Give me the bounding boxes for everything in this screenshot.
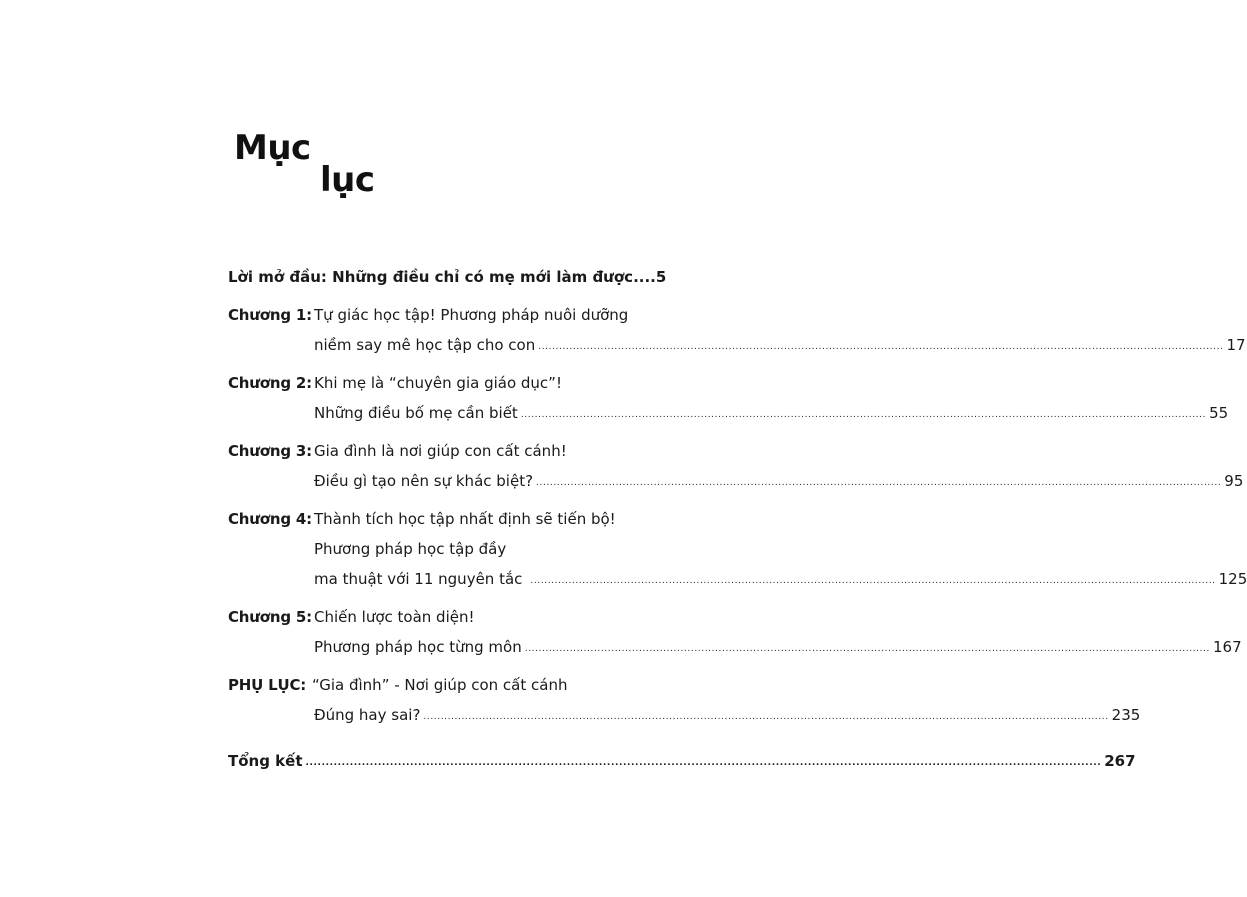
- chapter-page: 95: [1224, 472, 1244, 490]
- chapter-title-line: ma thuật với 11 nguyên tắc: [314, 570, 523, 588]
- chapter-title-line: Điều gì tạo nên sự khác biệt?: [314, 472, 534, 490]
- leader-dots: [538, 332, 1223, 362]
- appendix-title-line: Đúng hay sai?: [314, 706, 421, 724]
- appendix-page: 235: [1111, 706, 1141, 724]
- chapter-title-line: Tự giác học tập! Phương pháp nuôi dưỡng: [314, 306, 629, 324]
- chapter-title-line: Chiến lược toàn diện!: [314, 608, 475, 626]
- toc-entry-intro[interactable]: [228, 262, 667, 292]
- chapter-page: 55: [1209, 404, 1229, 422]
- chapter-page: 125: [1218, 570, 1247, 588]
- chapter-title-line: Gia đình là nơi giúp con cất cánh!: [314, 442, 567, 460]
- summary-page: 267: [1104, 752, 1136, 770]
- chapter-page: 167: [1212, 638, 1242, 656]
- toc-entry-chapter-3[interactable]: [228, 436, 1244, 496]
- summary-title: Tổng kết: [228, 752, 303, 770]
- toc-entry-page: 5: [655, 268, 667, 286]
- chapter-label: Chương 5:: [228, 608, 312, 626]
- leader-dots: [521, 400, 1206, 430]
- chapter-label: Chương 1:: [228, 306, 312, 324]
- toc-entry-summary[interactable]: [228, 746, 1136, 776]
- chapter-page: 17: [1226, 336, 1246, 354]
- toc-entry-chapter-5[interactable]: [228, 602, 1242, 662]
- chapter-label: Chương 3:: [228, 442, 312, 460]
- chapter-title-line: niềm say mê học tập cho con: [314, 336, 536, 354]
- toc-entry-dots: ....: [633, 268, 656, 286]
- toc-entry-chapter-1[interactable]: [228, 300, 1246, 360]
- appendix-label: PHỤ LỤC:: [228, 676, 307, 694]
- leader-dots: [536, 468, 1221, 498]
- chapter-title-line: Thành tích học tập nhất định sẽ tiến bộ!: [314, 510, 616, 528]
- toc-entry-chapter-4[interactable]: [228, 504, 1247, 594]
- leader-dots: [530, 566, 1215, 596]
- chapter-title-line: Những điều bố mẹ cần biết: [314, 404, 518, 422]
- chapter-title-line: Phương pháp học tập đầy: [314, 540, 507, 558]
- chapter-title-line: Khi mẹ là “chuyên gia giáo dục”!: [314, 374, 562, 392]
- toc-title-word-2: lục: [320, 160, 375, 200]
- toc-title-word-1: Mục: [234, 128, 311, 168]
- toc-entry-chapter-2[interactable]: [228, 368, 1229, 428]
- toc-entry-appendix[interactable]: [228, 670, 1141, 730]
- chapter-title-line: Phương pháp học từng môn: [314, 638, 522, 656]
- appendix-title-line: “Gia đình” - Nơi giúp con cất cánh: [312, 676, 568, 694]
- chapter-label: Chương 2:: [228, 374, 312, 392]
- table-of-contents: [228, 262, 1247, 776]
- chapter-label: Chương 4:: [228, 510, 312, 528]
- leader-dots: [525, 634, 1210, 664]
- leader-dots: [306, 748, 1102, 778]
- leader-dots: [423, 702, 1108, 732]
- toc-entry-title: Lời mở đầu: Những điều chỉ có mẹ mới làm được: [228, 268, 634, 286]
